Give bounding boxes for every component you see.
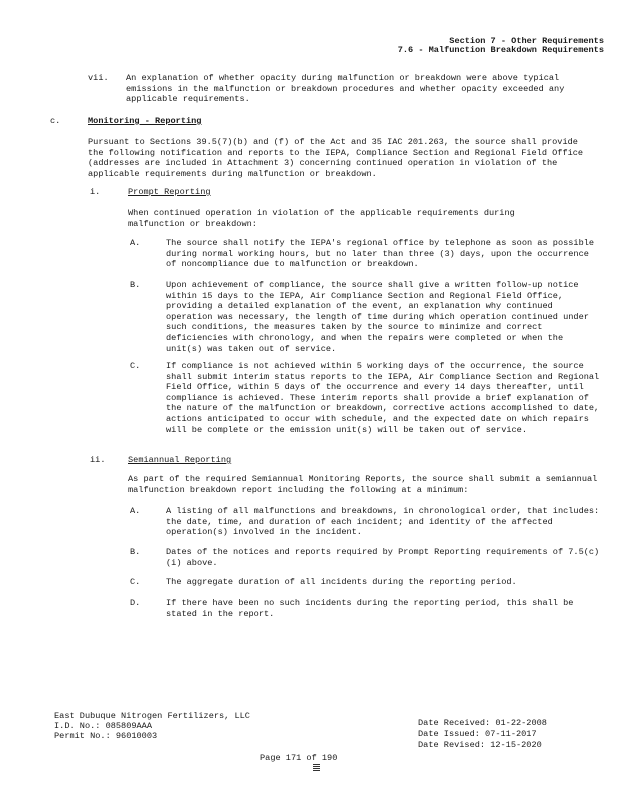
sub-i-item-c-text: If compliance is not achieved within 5 working days of the occurrence, the source shall submit interim status reports to the IEPA, Air Compliance Section and Regional Field Office, within 5 days of the occurrence and every 14 days thereafter, until compliance is achieved. These interim reports shall provide a brief explanation of the nature of the malfunction or breakdown, corrective actions accomplished to date, actions anticipated to occur with schedule, and the expected date on which repairs will be complete or the emission unit(s) will be taken out of service. xyxy=(166,361,600,435)
sub-i-intro: When continued operation in violation of the applicable requirements during malfunction or breakdown: xyxy=(128,208,515,229)
header-subsection-title: 7.6 - Malfunction Breakdown Requirements xyxy=(397,45,604,55)
sub-ii-item-d-marker: D. xyxy=(130,598,141,608)
item-vii-text: An explanation of whether opacity during malfunction or breakdown were above typical emissions in the malfunction or breakdown procedures and whether opacity exceeded any applicable requirements. xyxy=(126,73,565,105)
sub-i-item-a-marker: A. xyxy=(130,238,141,248)
footer-id-number: I.D. No.: 085809AAA xyxy=(54,721,152,731)
sub-i-marker: i. xyxy=(90,187,101,197)
sub-ii-title: Semiannual Reporting xyxy=(128,455,232,465)
sub-ii-item-a-marker: A. xyxy=(130,506,141,516)
sub-ii-item-c-marker: C. xyxy=(130,577,141,587)
sub-i-item-b-text: Upon achievement of compliance, the source shall give a written follow-up notice within 15 days to the IEPA, Air Compliance Section and Regional Field Office, providing a detailed explanation of the event, an explanation why continued operation was necessary, the length of time during which operation continued under such conditions, the measures taken by the source to minimize and correct deficiencies with chronology, and when the repairs were completed or when the unit(s) was taken out of service. xyxy=(166,280,589,354)
section-c-marker: c. xyxy=(50,116,61,126)
sub-ii-intro: As part of the required Semiannual Monitoring Reports, the source shall submit a semiannual malfunction breakdown report including the following at a minimum: xyxy=(128,474,598,495)
sub-i-item-a-text: The source shall notify the IEPA's regional office by telephone as soon as possible during normal working hours, but no later than three (3) days, upon the occurrence of noncompliance due to malfunction or breakdown. xyxy=(166,238,595,270)
footer-page-mark-icon xyxy=(313,764,320,771)
footer-date-issued: Date Issued: 07-11-2017 xyxy=(418,729,537,739)
footer-company-name: East Dubuque Nitrogen Fertilizers, LLC xyxy=(54,711,250,721)
sub-i-item-c-marker: C. xyxy=(130,361,141,371)
sub-i-title: Prompt Reporting xyxy=(128,187,211,197)
sub-ii-item-c-text: The aggregate duration of all incidents during the reporting period. xyxy=(166,577,517,587)
footer-date-received: Date Received: 01-22-2008 xyxy=(418,718,547,728)
item-vii-marker: vii. xyxy=(88,73,109,83)
section-c-intro: Pursuant to Sections 39.5(7)(b) and (f) of the Act and 35 IAC 201.263, the source shall provide the following notification and reports to the IEPA, Compliance Section and Regional Field Office (addresses are included in Attachment 3) concerning continued operation in violation of the applicable requirements during malfunction or breakdown. xyxy=(88,137,584,179)
footer-page-number: Page 171 of 190 xyxy=(260,753,338,763)
sub-ii-item-b-marker: B. xyxy=(130,547,141,557)
sub-i-item-b-marker: B. xyxy=(130,280,141,290)
sub-ii-marker: ii. xyxy=(90,455,106,465)
footer-date-revised: Date Revised: 12-15-2020 xyxy=(418,740,542,750)
header-section-title: Section 7 - Other Requirements xyxy=(449,36,604,46)
sub-ii-item-b-text: Dates of the notices and reports required by Prompt Reporting requirements of 7.5(c)(i) above. xyxy=(166,547,600,568)
footer-permit-number: Permit No.: 96010003 xyxy=(54,731,158,741)
sub-ii-item-d-text: If there have been no such incidents during the reporting period, this shall be stated in the report. xyxy=(166,598,574,619)
section-c-title: Monitoring - Reporting xyxy=(88,116,202,126)
sub-ii-item-a-text: A listing of all malfunctions and breakdowns, in chronological order, that includes: the date, time, and duration of each incident; and identity of the affected operation(s) involved in the incident. xyxy=(166,506,600,538)
